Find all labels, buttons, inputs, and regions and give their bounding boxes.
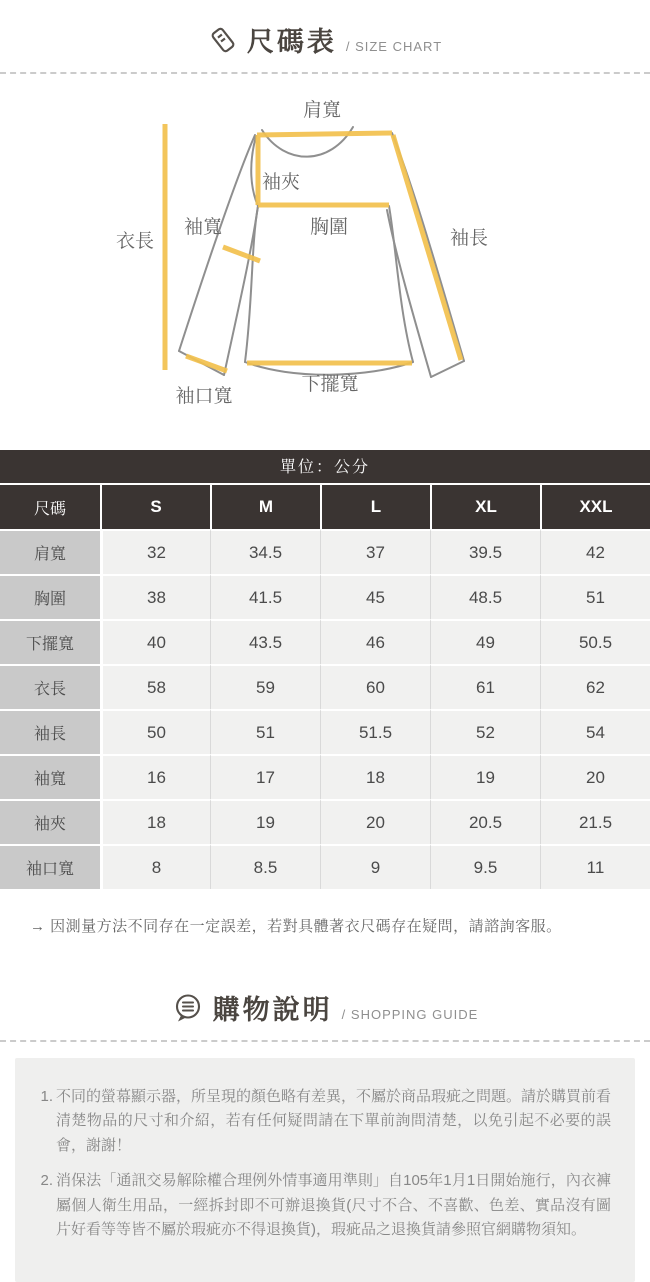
cell: 54 <box>540 709 650 754</box>
cell: 49 <box>430 619 540 664</box>
body-length-label: 衣長 <box>115 231 155 252</box>
guide-item-2 <box>35 1169 611 1242</box>
shoulder-label: 肩寬 <box>302 100 342 121</box>
cell: 40 <box>100 619 210 664</box>
cell: 61 <box>430 664 540 709</box>
cell: 8 <box>100 844 210 889</box>
cell: 8.5 <box>210 844 320 889</box>
size-chart-header <box>0 0 650 74</box>
row-label: 袖夾 <box>0 799 100 844</box>
size-chart-subtitle: / SIZE CHART <box>345 39 443 54</box>
size-tag-icon <box>208 25 238 55</box>
table-row-body-length <box>0 664 650 709</box>
cell: 34.5 <box>210 529 320 574</box>
shopping-guide-subtitle: / SHOPPING GUIDE <box>341 1007 479 1022</box>
table-row-chest <box>0 574 650 619</box>
size-table-header-row <box>0 485 650 529</box>
cell: 46 <box>320 619 430 664</box>
cell: 50 <box>100 709 210 754</box>
cell: 51.5 <box>320 709 430 754</box>
size-chart-title: 尺碼表 <box>246 27 337 57</box>
cell: 48.5 <box>430 574 540 619</box>
cell: 42 <box>540 529 650 574</box>
table-row-shoulder <box>0 529 650 574</box>
cell: 52 <box>430 709 540 754</box>
cell: 43.5 <box>210 619 320 664</box>
col-header-size: 尺碼 <box>0 485 100 529</box>
guide-item-number: 1. <box>40 1088 53 1105</box>
cuff-width-line <box>186 356 227 371</box>
cell: 58 <box>100 664 210 709</box>
cell: 19 <box>430 754 540 799</box>
cell: 38 <box>100 574 210 619</box>
cell: 16 <box>100 754 210 799</box>
guide-item-text: 不同的螢幕顯示器，所呈現的顏色略有差異，不屬於商品瑕疵之問題。請於購買前看清楚物品的尺寸和介紹，若有任何疑問請在下單前詢問清楚，以免引起不必要的誤會，謝謝！ <box>56 1088 612 1154</box>
table-row-cuff <box>0 844 650 889</box>
cell: 50.5 <box>540 619 650 664</box>
row-label: 胸圍 <box>0 574 100 619</box>
guide-item-1 <box>35 1085 611 1158</box>
cell: 20 <box>540 754 650 799</box>
table-row-hem <box>0 619 650 664</box>
speech-bubble-list-icon <box>172 992 204 1024</box>
row-label: 袖寬 <box>0 754 100 799</box>
measurement-lines <box>165 124 461 371</box>
cell: 17 <box>210 754 320 799</box>
cell: 21.5 <box>540 799 650 844</box>
armhole-label: 袖夾 <box>261 172 301 193</box>
cell: 9.5 <box>430 844 540 889</box>
unit-header: 單位：公分 <box>0 450 650 485</box>
col-header-l: L <box>320 485 430 529</box>
garment-measurement-diagram <box>0 94 650 424</box>
shopping-guide-title: 購物說明 <box>212 995 333 1025</box>
col-header-xxl: XXL <box>540 485 650 529</box>
hem-width-label: 下擺寬 <box>301 374 359 395</box>
cuff-width-label: 袖口寬 <box>175 386 233 407</box>
cell: 37 <box>320 529 430 574</box>
garment-outline <box>179 127 464 377</box>
size-table <box>0 485 650 889</box>
row-label: 袖長 <box>0 709 100 754</box>
cell: 18 <box>320 754 430 799</box>
row-label: 下擺寬 <box>0 619 100 664</box>
cell: 39.5 <box>430 529 540 574</box>
guide-item-number: 2. <box>40 1172 53 1190</box>
row-label: 肩寬 <box>0 529 100 574</box>
cell: 51 <box>540 574 650 619</box>
row-label: 衣長 <box>0 664 100 709</box>
guide-item-text: 消保法「通訊交易解除權合理例外情事適用準則」自105年1月1日開始施行，內衣褲屬個人衛生用品，一經拆封即不可辦退換貨(尺寸不合、不喜歡、色差、實品沒有圖片好看等等皆不屬於瑕疵亦不得退換貨)，瑕疵品之退換貨請參照官網購物須知。 <box>56 1172 611 1239</box>
sleeve-width-label: 袖寬 <box>183 217 223 238</box>
cell: 60 <box>320 664 430 709</box>
cell: 9 <box>320 844 430 889</box>
cell: 51 <box>210 709 320 754</box>
shoulder-line <box>257 133 392 135</box>
cell: 45 <box>320 574 430 619</box>
cell: 62 <box>540 664 650 709</box>
cell: 19 <box>210 799 320 844</box>
sleeve-length-label: 袖長 <box>449 228 489 249</box>
table-row-armhole <box>0 799 650 844</box>
cell: 18 <box>100 799 210 844</box>
table-row-sleeve-length <box>0 709 650 754</box>
cell: 32 <box>100 529 210 574</box>
cell: 59 <box>210 664 320 709</box>
shopping-guide-box <box>15 1058 635 1282</box>
row-label: 袖口寬 <box>0 844 100 889</box>
shopping-guide-header <box>0 988 650 1042</box>
col-header-xl: XL <box>430 485 540 529</box>
cell: 20 <box>320 799 430 844</box>
cell: 20.5 <box>430 799 540 844</box>
table-row-sleeve-width <box>0 754 650 799</box>
cell: 11 <box>540 844 650 889</box>
size-table-section <box>0 450 650 889</box>
col-header-m: M <box>210 485 320 529</box>
measurement-note: → 因測量方法不同存在一定誤差，若對具體著衣尺碼存在疑問，請諮詢客服。 <box>30 918 562 935</box>
cell: 41.5 <box>210 574 320 619</box>
chest-label: 胸圍 <box>309 217 349 238</box>
garment-diagram-svg <box>0 94 650 424</box>
col-header-s: S <box>100 485 210 529</box>
